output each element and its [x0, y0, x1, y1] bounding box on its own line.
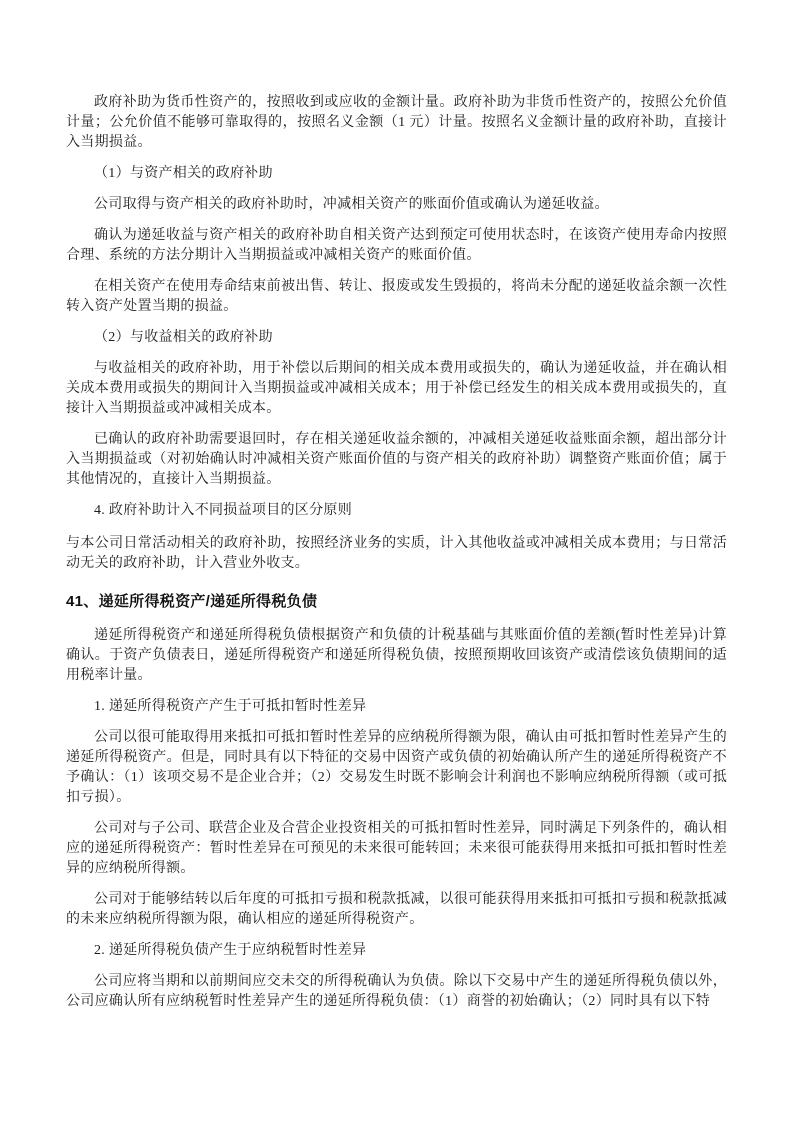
paragraph-deferred-tax-asset-recognition: 公司以很可能取得用来抵扣可抵扣暂时性差异的应纳税所得额为限，确认由可抵扣暂时性差异产生的递延所得税资产。但是，同时具有以下特征的交易中因资产或负债的初始确认所产生的递延所得税资产不予确认：（1）该项交易不是企业合并；（2）交易发生时既不影响会计利润也不影响应纳税所得额（或可抵扣亏损）。: [66, 730, 727, 805]
paragraph-asset-subsidy-recognition: 公司取得与资产相关的政府补助时，冲减相关资产的账面价值或确认为递延收益。: [94, 197, 609, 212]
subheading-2-taxable-temporary-differences: 2. 递延所得税负债产生于应纳税暂时性差异: [94, 943, 367, 958]
paragraph-subsidiary-investment-differences: 公司对与子公司、联营企业及合营企业投资相关的可抵扣暂时性差异，同时满足下列条件的，确认相应的递延所得税资产：暂时性差异在可预见的未来很可能转回；未来很可能获得用来抵扣可抵扣暂时性差异的应纳税所得额。: [66, 821, 727, 876]
paragraph-loss-carryforward: 公司对于能够结转以后年度的可抵扣亏损和税款抵减，以很可能获得用来抵扣可抵扣亏损和税款抵减的未来应纳税所得额为限，确认相应的递延所得税资产。: [66, 892, 727, 927]
paragraph-subsidy-refund: 已确认的政府补助需要退回时，存在相关递延收益余额的，冲减相关递延收益账面余额，超出部分计入当期损益或（对初始确认时冲减相关资产账面价值的与资产相关的政府补助）调整资产账面价值；属于其他情况的，直接计入当期损益。: [66, 432, 727, 487]
paragraph-asset-disposal-transfer: 在相关资产在使用寿命结束前被出售、转让、报废或发生毁损的，将尚未分配的递延收益余额一次性转入资产处置当期的损益。: [66, 279, 727, 314]
section-41-heading: 41、递延所得税资产/递延所得税负债: [66, 593, 318, 610]
paragraph-daily-activities-subsidy: 与本公司日常活动相关的政府补助，按照经济业务的实质，计入其他收益或冲减相关成本费用；与日常活动无关的政府补助，计入营业外收支。: [66, 536, 727, 571]
document-content: [66, 93, 727, 1023]
paragraph-deferred-tax-basis: 递延所得税资产和递延所得税负债根据资产和负债的计税基础与其账面价值的差额(暂时性差异)计算确认。于资产负债表日，递延所得税资产和递延所得税负债，按照预期收回该资产或清偿该负债期间的适用税率计量。: [66, 628, 727, 683]
paragraph-income-subsidy-treatment: 与收益相关的政府补助，用于补偿以后期间的相关成本费用或损失的，确认为递延收益，并在确认相关成本费用或损失的期间计入当期损益或冲减相关成本；用于补偿已经发生的相关成本费用或损失的，直接计入当期损益或冲减相关成本。: [66, 361, 727, 416]
subheading-1-asset-related-subsidy: （1）与资产相关的政府补助: [94, 166, 273, 181]
paragraph-deferred-income-amortization: 确认为递延收益与资产相关的政府补助自相关资产达到预定可使用状态时，在该资产使用寿命内按照合理、系统的方法分期计入当期损益或冲减相关资产的账面价值。: [66, 228, 727, 263]
subheading-1-deductible-temporary-differences: 1. 递延所得税资产产生于可抵扣暂时性差异: [94, 699, 367, 714]
subheading-2-income-related-subsidy: （2）与收益相关的政府补助: [94, 330, 273, 345]
paragraph-current-tax-liability: 公司应将当期和以前期间应交未交的所得税确认为负债。除以下交易中产生的递延所得税负债以外，公司应确认所有应纳税暂时性差异产生的递延所得税负债：（1）商誉的初始确认；（2）同时具有以下特: [66, 974, 727, 1009]
paragraph-subsidy-measurement: 政府补助为货币性资产的，按照收到或应收的金额计量。政府补助为非货币性资产的，按照公允价值计量；公允价值不能够可靠取得的，按照名义金额（1 元）计量。按照名义金额计量的政府补助，直接计入当期损益。: [66, 95, 727, 150]
subheading-4-profit-loss-classification: 4. 政府补助计入不同损益项目的区分原则: [94, 503, 352, 518]
